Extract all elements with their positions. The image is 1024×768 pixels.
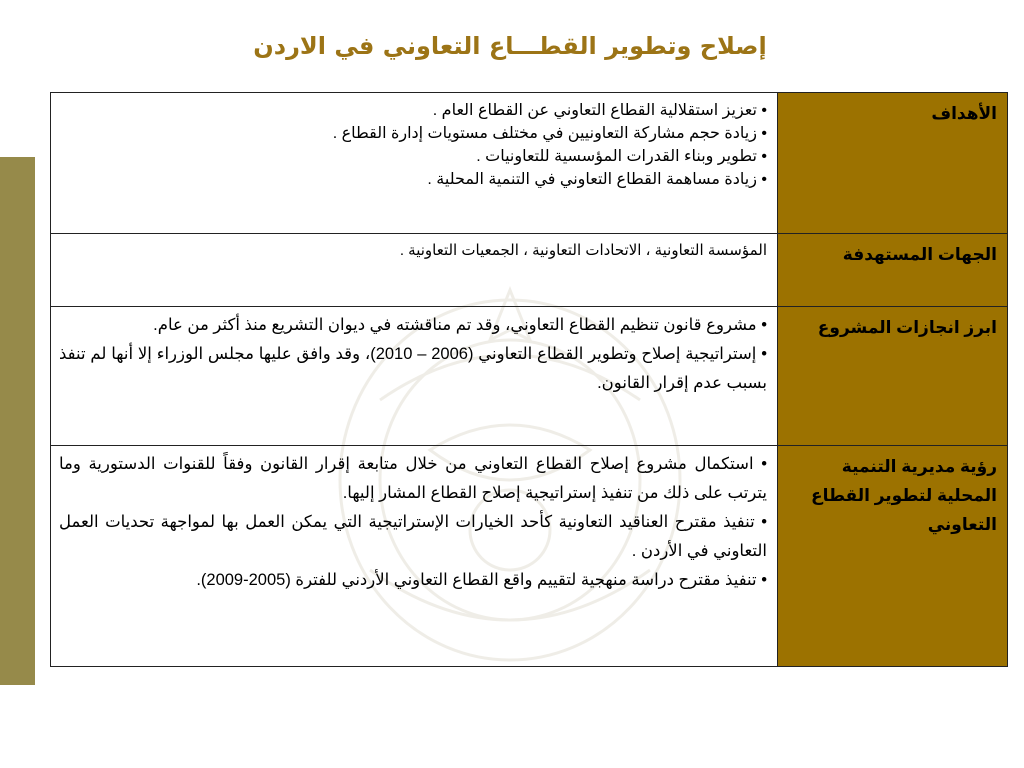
list-item: • تنفيذ مقترح دراسة منهجية لتقييم واقع القطاع التعاوني الأردني للفترة (2005-2009). [59, 566, 767, 595]
table-row [51, 234, 1008, 307]
row-label-achievements: ابرز انجازات المشروع [778, 307, 1008, 446]
list-item: • تعزيز استقلالية القطاع التعاوني عن القطاع العام . [59, 99, 767, 122]
table-row [51, 307, 1008, 446]
table-row [51, 446, 1008, 667]
content-table [50, 92, 1008, 667]
table-row [51, 93, 1008, 234]
row-label-vision: رؤية مديرية التنمية المحلية لتطوير القطاع التعاوني [778, 446, 1008, 667]
list-item: • استكمال مشروع إصلاح القطاع التعاوني من خلال متابعة إقرار القانون وفقاً للقنوات الدستورية وما يترتب على ذلك من تنفيذ إستراتيجية إصلاح القطاع المشار إليها. [59, 450, 767, 508]
list-item: • تطوير وبناء القدرات المؤسسية للتعاونيات . [59, 145, 767, 168]
row-label-targets: الجهات المستهدفة [778, 234, 1008, 307]
row-content-goals [51, 93, 778, 234]
row-label-goals: الأهداف [778, 93, 1008, 234]
target-text: المؤسسة التعاونية ، الاتحادات التعاونية ، الجمعيات التعاونية . [399, 242, 767, 259]
row-content-vision [51, 446, 778, 667]
list-item: • زيادة حجم مشاركة التعاونيين في مختلف مستويات إدارة القطاع . [59, 122, 767, 145]
left-accent-bar [0, 157, 35, 685]
row-content-achievements [51, 307, 778, 446]
page-title: إصلاح وتطوير القطـــاع التعاوني في الاردن [253, 32, 767, 60]
list-item: • إستراتيجية إصلاح وتطوير القطاع التعاوني (2006 – 2010)، وقد وافق عليها مجلس الوزراء إلا أنها لم تنفذ بسبب عدم إقرار القانون. [59, 340, 767, 398]
row-content-targets [51, 234, 778, 307]
list-item: • زيادة مساهمة القطاع التعاوني في التنمية المحلية . [59, 168, 767, 191]
list-item: • مشروع قانون تنظيم القطاع التعاوني، وقد تم مناقشته في ديوان التشريع منذ أكثر من عام. [59, 311, 767, 340]
list-item: • تنفيذ مقترح العناقيد التعاونية كأحد الخيارات الإستراتيجية التي يمكن العمل بها لمواجهة تحديات العمل التعاوني في الأردن . [59, 508, 767, 566]
